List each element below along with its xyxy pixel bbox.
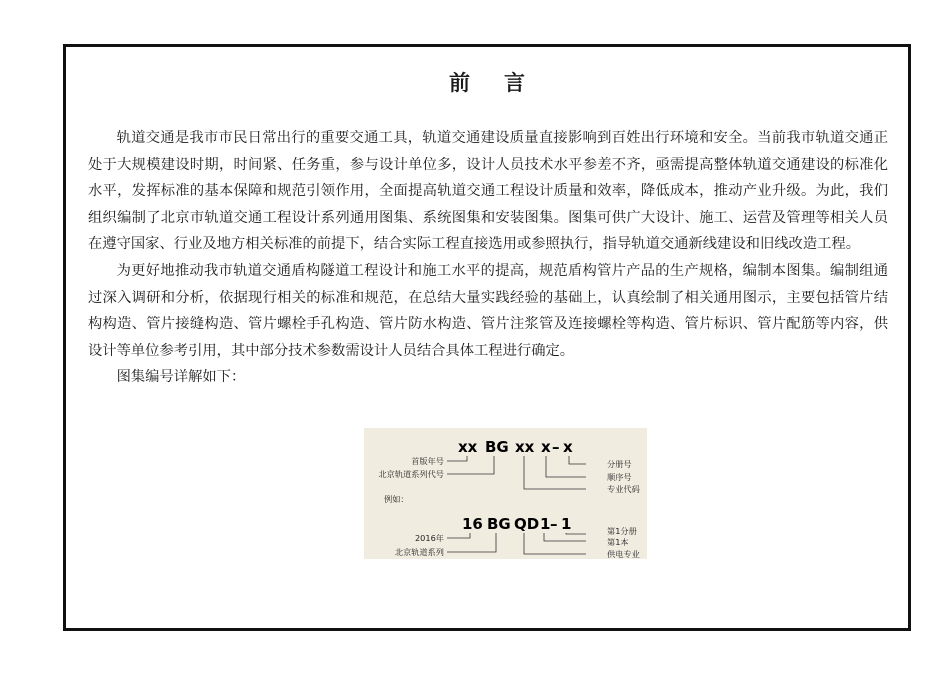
paragraph: 图集编号详解如下：	[116, 369, 246, 386]
paragraph: 轨道交通是我市市民日常出行的重要交通工具，轨道交通建设质量直接影响到百姓出行环境和安全。当前我市轨道交通正处于大规模建设时期，时间紧、任务重，参与设计单位多，设计人员技术水平参差不齐，亟需提高整体轨道交通建设的标准化水平，发挥标准的基本保障和规范引领作用，全面提高轨道交通工程设计质量和效率，降低成本，推动产业升级。为此，我们组织编制了北京市轨道交通工程设计系列通用图集、系统图集和安装图集。图集可供广大设计、施工、运营及管理等相关人员在遵守国家、行业及地方相关标准的前提下，结合实际工程直接选用或参照执行，指导轨道交通新线建设和旧线改造工程。	[88, 130, 888, 253]
example-label-volume: 第1分册	[607, 526, 637, 536]
example-label-sequence: 第1本	[607, 537, 629, 547]
numbering-diagram	[364, 428, 647, 559]
code-volume: x	[563, 438, 573, 456]
code-specialty: xx	[515, 438, 535, 456]
label-sequence: 顺序号	[607, 472, 632, 482]
numbering-diagram-svg	[364, 428, 647, 559]
example-label-year: 2016年	[414, 533, 444, 543]
example-sequence: 1	[540, 515, 551, 533]
title-char-1: 前	[449, 71, 470, 95]
code-dash: –	[552, 438, 560, 456]
example-label-specialty: 供电专业	[607, 549, 640, 559]
label-volume: 分册号	[607, 459, 632, 469]
label-series: 北京轨道系列代号	[378, 469, 444, 479]
code-sequence: x	[541, 438, 551, 456]
example-year: 16	[462, 515, 483, 533]
pattern-leaders	[447, 456, 586, 489]
example-specialty: QD	[514, 515, 540, 533]
page-frame	[63, 44, 911, 631]
example-volume: 1	[561, 515, 572, 533]
code-series: BG	[485, 438, 509, 456]
example-label: 例如：	[384, 494, 409, 504]
preface-body	[88, 125, 888, 391]
page-title	[66, 67, 908, 97]
example-dash: –	[550, 515, 558, 533]
paragraph: 为更好地推动我市轨道交通盾构隧道工程设计和施工水平的提高，规范盾构管片产品的生产规格，编制本图集。编制组通过深入调研和分析，依据现行相关的标准和规范，在总结大量实践经验的基础上，认真绘制了相关通用图示，主要包括管片结构构造、管片接缝构造、管片螺栓手孔构造、管片防水构造、管片注浆管及连接螺栓等构造、管片标识、管片配筋等内容，供设计等单位参考引用，其中部分技术参数需设计人员结合具体工程进行确定。	[88, 262, 888, 359]
example-leaders	[447, 533, 586, 554]
title-char-2: 言	[504, 71, 525, 95]
example-label-series: 北京轨道系列	[394, 547, 444, 557]
label-year: 首版年号	[411, 456, 444, 466]
example-series: BG	[487, 515, 511, 533]
label-specialty: 专业代码	[607, 484, 640, 494]
code-year: xx	[458, 438, 478, 456]
